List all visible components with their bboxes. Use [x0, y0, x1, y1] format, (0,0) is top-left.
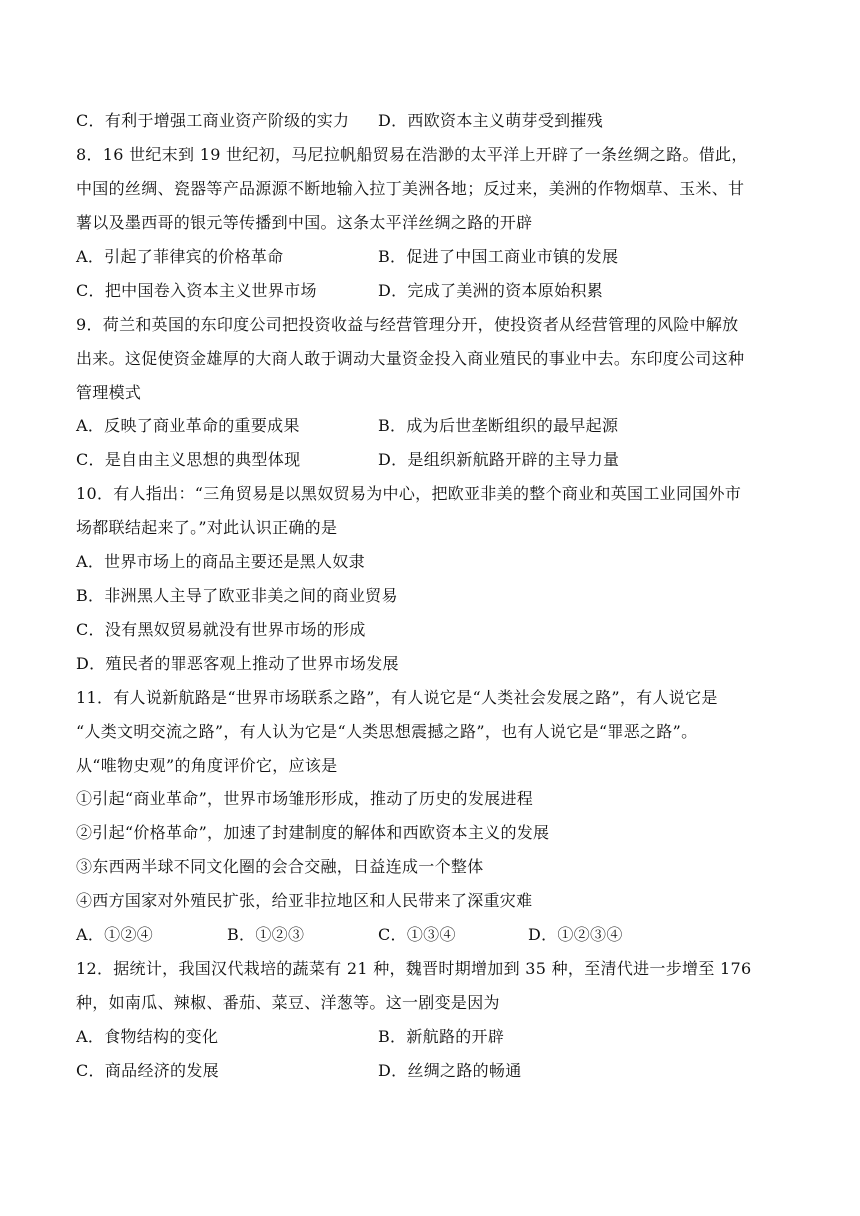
q10-option-c: C．没有黑奴贸易就没有世界市场的形成 — [76, 620, 366, 639]
q11-statement: ④西方国家对外殖民扩张，给亚非拉地区和人民带来了深重灾难 — [76, 891, 533, 910]
q10-stem-line: 场都联结起来了。”对此认识正确的是 — [76, 518, 338, 537]
q11-stem-line: “人类文明交流之路”，有人认为它是“人类思想震撼之路”，也有人说它是“罪恶之路”。 — [76, 722, 698, 741]
q10-option-d: D．殖民者的罪恶客观上推动了世界市场发展 — [76, 654, 399, 673]
q9-option-b: B．成为后世垄断组织的最早起源 — [378, 416, 619, 435]
q12-option-b: B．新航路的开辟 — [378, 1027, 505, 1046]
q12-option-c: C．商品经济的发展 — [76, 1061, 219, 1080]
q12-stem-line: 种，如南瓜、辣椒、番茄、菜豆、洋葱等。这一剧变是因为 — [76, 993, 500, 1012]
q8-option-b: B．促进了中国工商业市镇的发展 — [378, 247, 619, 266]
q10-stem-line: 10．有人指出：“三角贸易是以黑奴贸易为中心，把欧亚非美的整个商业和英国工业同国外市 — [76, 484, 742, 503]
q8-option-a: A．引起了菲律宾的价格革命 — [76, 247, 284, 266]
q11-stem-line: 从“唯物史观”的角度评价它，应该是 — [76, 756, 338, 775]
q9-option-a: A．反映了商业革命的重要成果 — [76, 416, 300, 435]
q7-option-c: C．有利于增强工商业资产阶级的实力 — [76, 111, 350, 130]
q9-stem-line: 出来。这促使资金雄厚的大商人敢于调动大量资金投入商业殖民的事业中去。东印度公司这种 — [76, 349, 745, 368]
q11-option-d: D．①②③④ — [528, 925, 623, 944]
q8-stem-line: 薯以及墨西哥的银元等传播到中国。这条太平洋丝绸之路的开辟 — [76, 213, 533, 232]
q10-option-b: B．非洲黑人主导了欧亚非美之间的商业贸易 — [76, 586, 398, 605]
q12-option-a: A．食物结构的变化 — [76, 1027, 219, 1046]
q8-option-d: D．完成了美洲的资本原始积累 — [378, 281, 604, 300]
q11-option-b: B．①②③ — [227, 925, 305, 944]
q8-stem-line: 中国的丝绸、瓷器等产品源源不断地输入拉丁美洲各地；反过来，美洲的作物烟草、玉米、甘 — [76, 179, 745, 198]
q11-stem-line: 11．有人说新航路是“世界市场联系之路”，有人说它是“人类社会发展之路”，有人说它是 — [76, 688, 718, 707]
q11-statement: ①引起“商业革命”，世界市场雏形形成，推动了历史的发展进程 — [76, 789, 534, 808]
q8-option-c: C．把中国卷入资本主义世界市场 — [76, 281, 317, 300]
q8-stem-line: 8．16 世纪末到 19 世纪初，马尼拉帆船贸易在浩渺的太平洋上开辟了一条丝绸之路。借此， — [76, 145, 748, 164]
q9-option-d: D．是组织新航路开辟的主导力量 — [378, 450, 620, 469]
q11-statement: ②引起“价格革命”，加速了封建制度的解体和西欧资本主义的发展 — [76, 823, 550, 842]
q12-option-d: D．丝绸之路的畅通 — [378, 1061, 522, 1080]
q10-option-a: A．世界市场上的商品主要还是黑人奴隶 — [76, 552, 365, 571]
q9-option-c: C．是自由主义思想的典型体现 — [76, 450, 301, 469]
q9-stem-line: 管理模式 — [76, 383, 142, 402]
q9-stem-line: 9．荷兰和英国的东印度公司把投资收益与经营管理分开，使投资者从经营管理的风险中解放 — [76, 315, 739, 334]
q7-option-d: D．西欧资本主义萌芽受到摧残 — [378, 111, 604, 130]
q11-option-c: C．①③④ — [378, 925, 456, 944]
q11-option-a: A．①②④ — [76, 925, 154, 944]
q11-statement: ③东西两半球不同文化圈的会合交融，日益连成一个整体 — [76, 857, 484, 876]
q12-stem-line: 12．据统计，我国汉代栽培的蔬菜有 21 种，魏晋时期增加到 35 种，至清代进一步增至 176 — [76, 959, 752, 978]
